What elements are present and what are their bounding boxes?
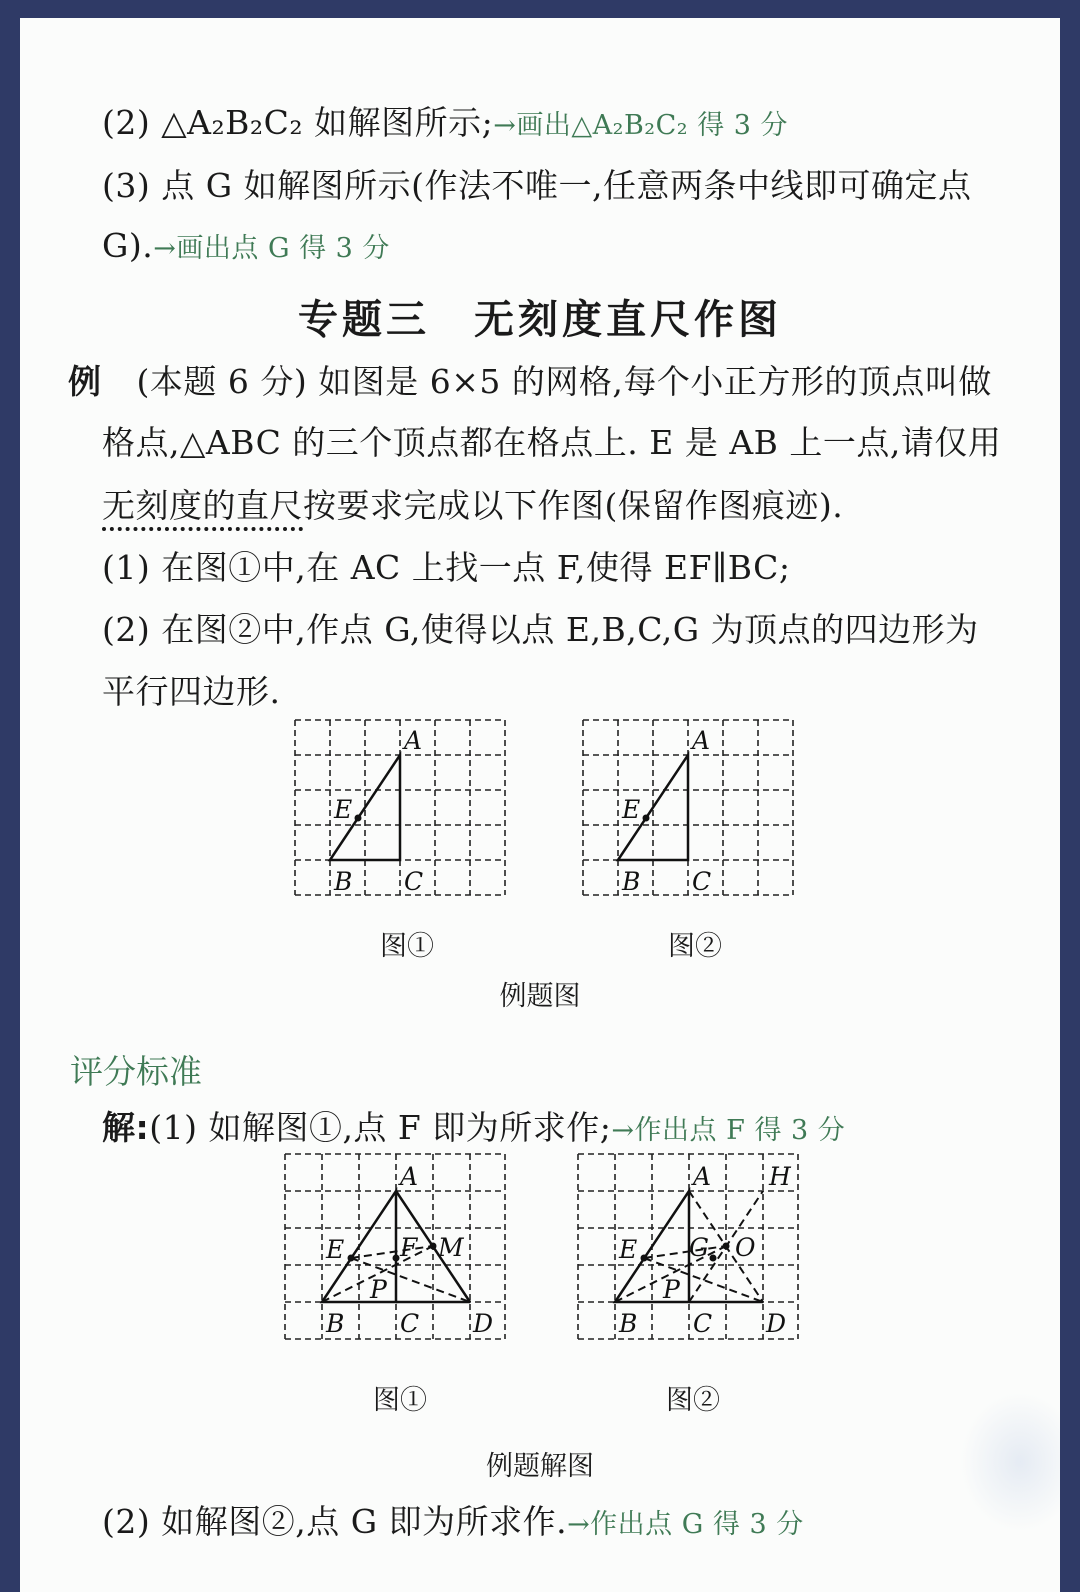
example-text: (本题 6 分) 如图是 6×5 的网格,每个小正方形的顶点叫做 xyxy=(136,362,992,401)
label-h: H xyxy=(769,1162,791,1191)
example-figure-2 xyxy=(578,718,808,928)
label-o: O xyxy=(735,1233,756,1262)
figure-label: 图② xyxy=(666,1385,720,1416)
label-b: B xyxy=(619,1309,638,1338)
answer-line-3 xyxy=(102,166,971,206)
label-e: E xyxy=(334,795,353,824)
example-figure-1 xyxy=(290,718,520,928)
question-text: 平行四边形. xyxy=(102,672,281,711)
solution-line-1 xyxy=(102,1108,845,1151)
figure-label: 图① xyxy=(373,1385,427,1416)
example-line-1 xyxy=(68,362,992,402)
label-g: G xyxy=(689,1233,709,1262)
label-a: A xyxy=(400,1162,419,1191)
question-1 xyxy=(102,548,790,588)
answer-text: G). xyxy=(102,226,154,265)
example-text: 格点,△ABC 的三个顶点都在格点上. E 是 AB 上一点,请仅用 xyxy=(102,423,1002,462)
answer-text: (2) △A₂B₂C₂ 如解图所示; xyxy=(102,103,494,142)
label-c: C xyxy=(692,867,712,896)
question-2b xyxy=(102,672,281,712)
figure-caption: 例题解图 xyxy=(486,1451,594,1482)
label-d: D xyxy=(766,1309,787,1338)
question-2a xyxy=(102,610,979,650)
example-line-2 xyxy=(102,423,1001,463)
point-m xyxy=(430,1243,437,1250)
point-g xyxy=(710,1255,717,1262)
label-b: B xyxy=(326,1309,345,1338)
answer-line-3b xyxy=(102,226,390,269)
label-c: C xyxy=(404,867,424,896)
scoring-heading: 评分标准 xyxy=(70,1052,202,1091)
label-a: A xyxy=(693,1162,712,1191)
score-note: →作出点 G 得 3 分 xyxy=(567,1509,804,1540)
label-e: E xyxy=(326,1235,345,1264)
example-lead: 例 xyxy=(68,362,102,401)
label-c: C xyxy=(693,1309,713,1338)
example-text: 按要求完成以下作图(保留作图痕迹). xyxy=(303,486,844,525)
question-text: (1) 在图①中,在 AC 上找一点 F,使得 EF∥BC; xyxy=(102,548,791,587)
light-glare xyxy=(960,1392,1060,1532)
label-a: A xyxy=(692,726,711,755)
solution-line-2 xyxy=(102,1502,804,1545)
figure-caption: 例题图 xyxy=(499,981,581,1012)
answer-line-2 xyxy=(102,103,788,146)
solution-text: (2) 如解图②,点 G 即为所求作. xyxy=(102,1502,568,1541)
point-e xyxy=(641,1255,648,1262)
document-page xyxy=(20,18,1060,1592)
label-f: F xyxy=(400,1233,418,1262)
solution-figure-1 xyxy=(280,1152,520,1372)
label-b: B xyxy=(622,867,641,896)
score-note: →画出点 G 得 3 分 xyxy=(153,233,390,264)
example-line-3 xyxy=(102,486,843,526)
label-a: A xyxy=(404,726,423,755)
label-c: C xyxy=(400,1309,420,1338)
label-m: M xyxy=(438,1233,464,1262)
solution-figure-2 xyxy=(573,1152,813,1372)
point-e xyxy=(643,815,650,822)
section-title: 专题三 无刻度直尺作图 xyxy=(298,297,782,343)
label-p: P xyxy=(663,1275,680,1304)
point-e xyxy=(348,1255,355,1262)
label-d: D xyxy=(473,1309,494,1338)
question-text: (2) 在图②中,作点 G,使得以点 E,B,C,G 为顶点的四边形为 xyxy=(102,610,979,649)
figure-label: 图② xyxy=(668,931,722,962)
label-e: E xyxy=(622,795,641,824)
point-o xyxy=(723,1243,730,1250)
point-f xyxy=(393,1255,400,1262)
score-note: →画出△A₂B₂C₂ 得 3 分 xyxy=(493,110,789,141)
label-b: B xyxy=(334,867,353,896)
emphasis-text: 无刻度的直尺 xyxy=(102,486,303,525)
point-e xyxy=(355,815,362,822)
label-p: P xyxy=(370,1275,387,1304)
label-e: E xyxy=(619,1235,638,1264)
score-note: →作出点 F 得 3 分 xyxy=(611,1115,846,1146)
answer-text: (3) 点 G 如解图所示(作法不唯一,任意两条中线即可确定点 xyxy=(102,166,972,205)
solution-text: (1) 如解图①,点 F 即为所求作; xyxy=(149,1108,612,1147)
solution-lead: 解: xyxy=(102,1108,150,1147)
figure-label: 图① xyxy=(380,931,434,962)
